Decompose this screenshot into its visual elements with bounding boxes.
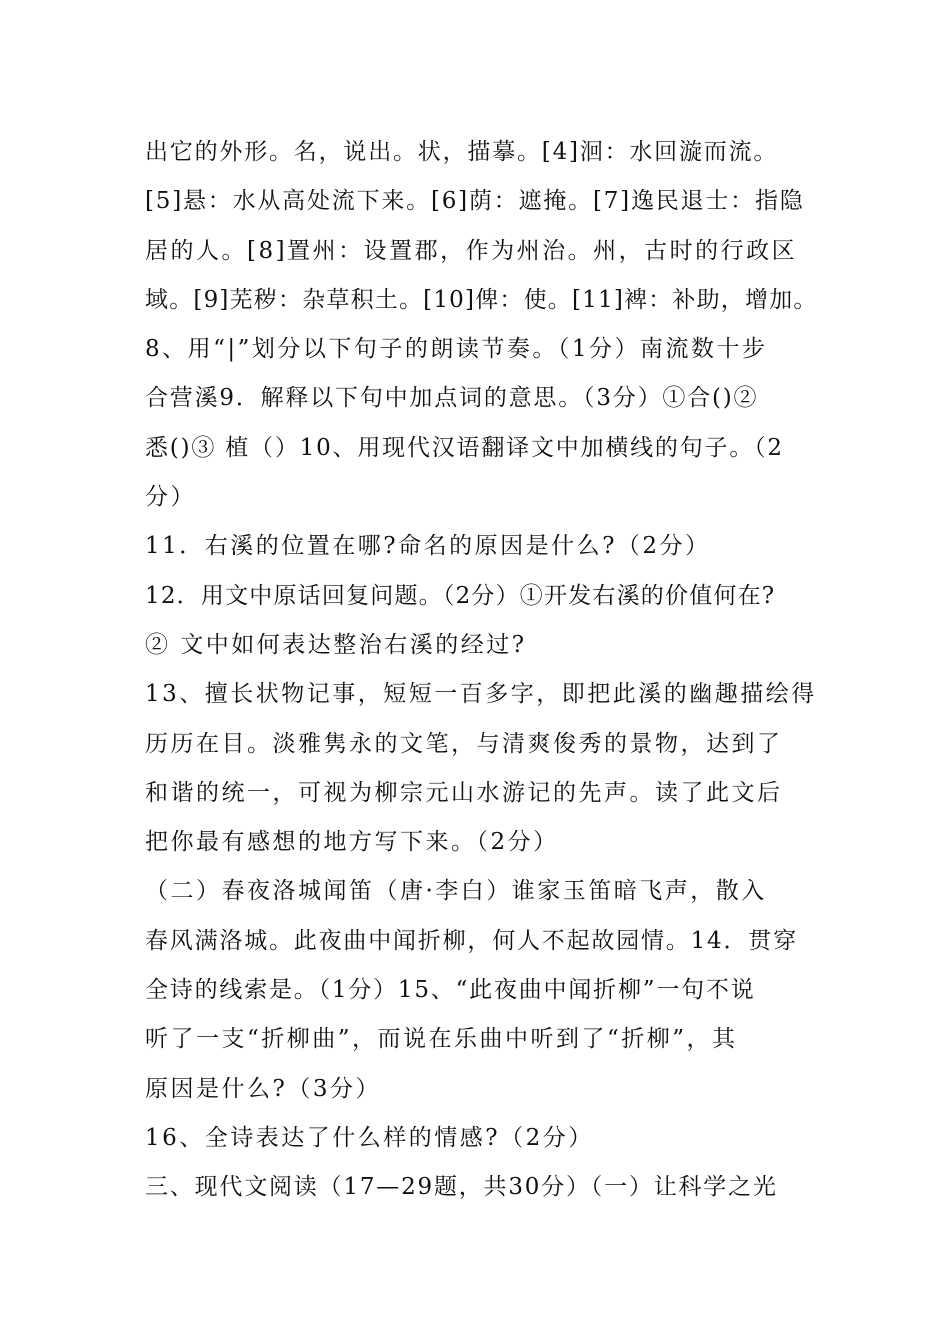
document-body (145, 128, 818, 1213)
text-line: 分） (145, 484, 196, 511)
text-line: 原因是什么?（3分） (145, 1075, 381, 1102)
text-line: 出它的外形。名，说出。状，描摹。[4]洄：水回漩而流。 (145, 139, 779, 165)
text-line: 和谐的统一，可视为柳宗元山水游记的先声。读了此文后 (145, 779, 783, 806)
text-line: 11．右溪的位置在哪?命名的原因是什么?（2分） (145, 533, 711, 560)
text-line: 三、现代文阅读（17—29题，共30分）（一）让科学之光 (145, 1174, 778, 1201)
text-line: 把你最有感想的地方写下来。（2分） (145, 829, 559, 856)
text-line: 悉()③ 植（）10、用现代汉语翻译文中加横线的句子。（2 (145, 434, 784, 461)
text-line: 历历在目。淡雅隽永的文笔，与清爽俊秀的景物，达到了 (145, 730, 783, 757)
text-line: 合营溪9．解释以下句中加点词的意思。（3分）①合()② (145, 385, 759, 412)
text-line: ② 文中如何表达整治右溪的经过? (145, 631, 527, 658)
text-line: 13、擅长状物记事，短短一百多字，即把此溪的幽趣描绘得 (145, 681, 817, 708)
text-line: 域。[9]芜秽：杂草积土。[10]俾：使。[11]裨：补助，增加。 (145, 286, 818, 313)
text-line: 居的人。[8]置州：设置郡，作为州治。州，古时的行政区 (145, 237, 798, 264)
text-line: 16、全诗表达了什么样的情感?（2分） (145, 1124, 594, 1151)
text-line: 全诗的线索是。（1分）15、“此夜曲中闻折柳”一句不说 (145, 977, 756, 1004)
text-line: [5]悬：水从高处流下来。[6]荫：遮掩。[7]逸民退士：指隐 (145, 188, 805, 215)
text-line: 春风满洛城。此夜曲中闻折柳，何人不起故园情。14．贯穿 (145, 927, 798, 954)
text-line: 12．用文中原话回复问题。（2分）①开发右溪的价值何在? (145, 582, 776, 609)
text-line: 听了一支“折柳曲”，而说在乐曲中听到了“折柳”，其 (145, 1026, 738, 1053)
text-line: 8、用“|”划分以下句子的朗读节奏。（1分）南流数十步 (145, 336, 768, 363)
text-line: （二）春夜洛城闻笛（唐·李白）谁家玉笛暗飞声，散入 (145, 878, 767, 905)
